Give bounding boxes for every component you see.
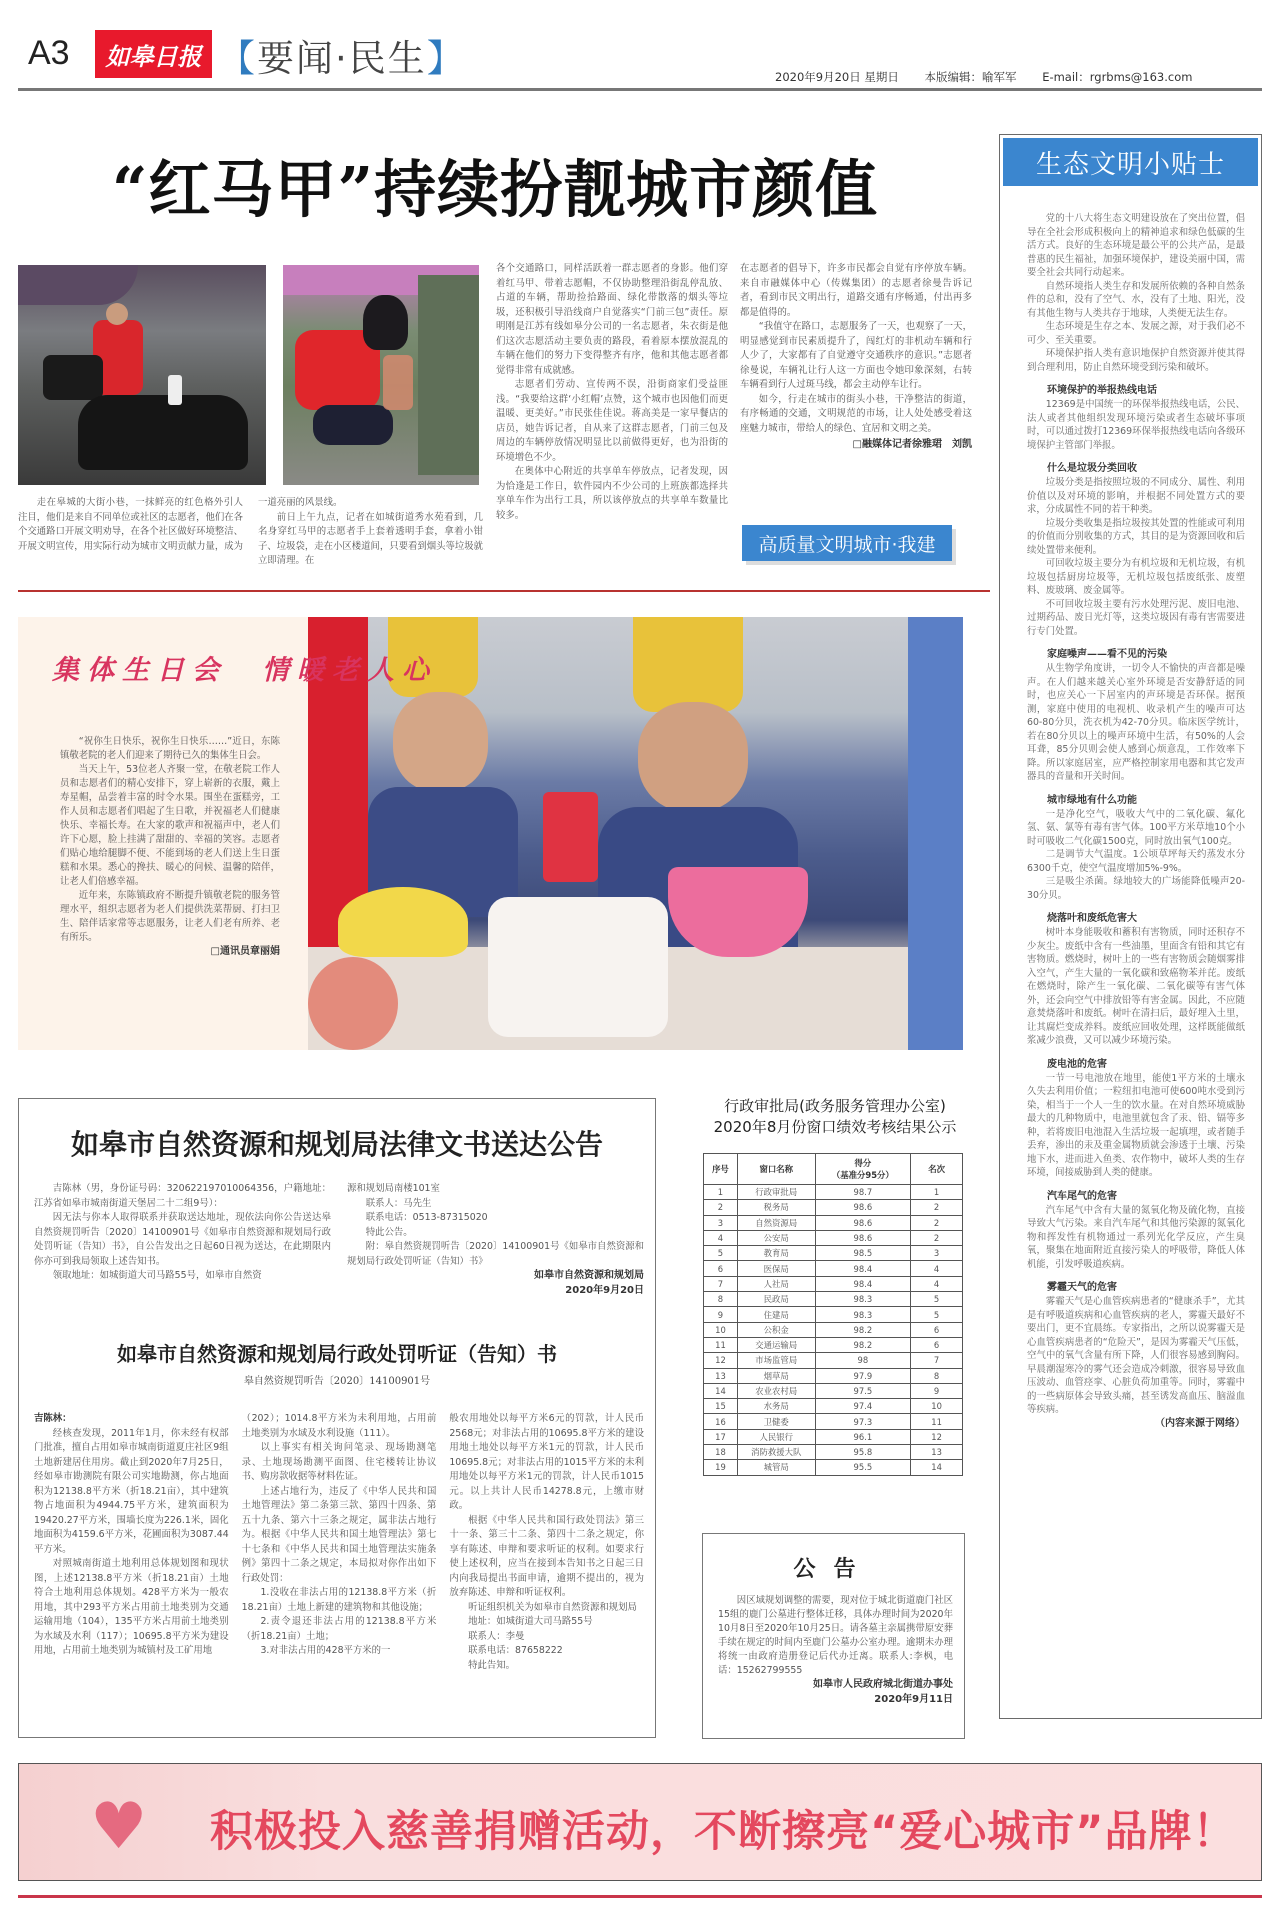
paragraph: 因区域规划调整的需要，现对位于城北街道鹿门社区15组的鹿门公墓进行整体迁移，具体办理时间为2020年10月8日至2020年10月25日。请各墓主亲属携带原安葬手续在规定的时间内至鹿门公墓办公室办理。逾期未办理将统一由政府造册登记后代办迁离。联系人:李枫，电话：15262799555 <box>718 1595 953 1676</box>
eco-tips-body <box>1027 212 1245 1431</box>
score: 95.5 <box>815 1460 911 1475</box>
byline: □通讯员章丽娟 <box>210 946 280 957</box>
paragraph: 自然环境指人类生存和发展所依赖的各种自然条件的总和，没有了空气、水，没有了土地、阳光，没有其他生物与人类共存于地球，人类便无法生存。 <box>1027 280 1245 319</box>
tip-section <box>1027 648 1245 784</box>
tip-section <box>1027 1281 1245 1417</box>
window-name: 教育局 <box>737 1246 815 1261</box>
paragraph: 经核查发现，2011年1月，你未经有权部门批准，擅自占用如皋市城南街道夏庄社区9组土地新建居住用房。截止到2020年7月25日，经如皋市勘测院有限公司实地勘测，你占地面积为12138.8平方米（折18.21亩），其中建筑物占地面积为4944.75平方米，建筑面积为19420.27平方米，围墙长度为226.1米，固化地面积为4159.6平方米，花圃面积为3087.44平方米。 <box>34 1427 229 1555</box>
penalty-item: 1.没收在非法占用的12138.8平方米（折18.21亩）土地上新建的建筑物和其他设施； <box>241 1587 437 1613</box>
tip-heading: 家庭噪声——看不见的污染 <box>1047 649 1167 660</box>
paragraph: 对照城南街道土地利用总体规划图和现状图，上述12138.8平方米（折18.21亩）土地符合土地利用总体规划。428平方米为一般农用地，其中293平方米占用前土地类别为交通运输用地（104），135平方米占用前土地类别为水域及水利（117）；10695.8平方米为建设用地，占用前土地类别为城镇村及工矿用地 <box>34 1558 229 1656</box>
row-index: 12 <box>704 1353 738 1368</box>
paragraph: 领取地址：如城街道大司马路55号，如皋市自然资 <box>52 1270 262 1281</box>
content-source: （内容来源于网络） <box>1155 1417 1245 1429</box>
table-row <box>704 1368 963 1383</box>
window-name: 住建局 <box>737 1307 815 1322</box>
paragraph: 走在皋城的大街小巷，一抹鲜亮的红色格外引人注目，他们是来自不同单位或社区的志愿者，他们在各个交通路口开展文明劝导，在各个社区做好环境整洁、开展文明宣传，用实际行动为城市文明贡献力量，成为 <box>18 497 244 552</box>
row-index: 16 <box>704 1414 738 1429</box>
paragraph: 近年来，东陈镇政府不断提升镇敬老院的服务管理水平，组织志愿者为老人们提供洗菜帮厨、打扫卫生、陪伴话家常等志愿服务，让老人们老有所养、老有所乐。 <box>60 890 280 943</box>
table-row <box>704 1383 963 1398</box>
rank: 2 <box>911 1200 963 1215</box>
paragraph: 一是净化空气，吸收大气中的二氧化碳、氟化氢、氨、氯等有毒有害气体。100平方米草地10个小时可吸收二气化碳1500克，同时放出氧气100克。 <box>1027 808 1245 847</box>
table-title <box>690 1096 980 1138</box>
paragraph: 因无法与你本人取得联系并获取送达地址，现依法向你公告送达皋自然资规罚听告〔2020〕14100901号《如皋市自然资源和规划局行政处罚听证（告知）书》，自公告发出之日起60日视为送达，在此期限内你亦可到我局领取上述告知书。 <box>34 1212 331 1267</box>
tip-heading: 环境保护的举报热线电话 <box>1047 385 1157 396</box>
paragraph: 三是吸尘杀菌。绿地较大的广场能降低噪声20-30分贝。 <box>1027 876 1245 901</box>
paragraph: 吉陈林（男，身份证号码：320622197010064356，户籍地址：江苏省如皋市城南街道天堡居二十二组9号）： <box>34 1183 331 1209</box>
banner-slogan: 积极投入慈善捐赠活动，不断擦亮“爱心城市”品牌！ <box>210 1807 1237 1857</box>
row-index: 17 <box>704 1429 738 1444</box>
campaign-badge: 高质量文明城市·我建 <box>742 525 952 561</box>
row-index: 1 <box>704 1185 738 1200</box>
rank: 2 <box>911 1215 963 1230</box>
address: 地址：如城街道大司马路55号 <box>468 1616 593 1627</box>
paragraph: 12369是中国统一的环保举报热线电话，公民、法人或者其他组织发现环境污染或者生态破坏事项时，可以通过拨打12369环保举报热线电话向各级环境保护主管部门举报。 <box>1027 399 1245 451</box>
row-index: 15 <box>704 1399 738 1414</box>
score: 98.2 <box>815 1337 911 1352</box>
paragraph: 特此公告。 <box>365 1226 413 1238</box>
score: 97.4 <box>815 1399 911 1414</box>
row-index: 10 <box>704 1322 738 1337</box>
paragraph: 般农用地处以每平方米6元的罚款，计人民币2568元；对非法占用的10695.8平方米的建设用地土地处以每平方米1元的罚款，计人民币10695.8元；对非法占用的1015平方米的未利用地处以每平方米1元的罚款，计人民币1015元。以上共计人民币14278.8元，上缴市财政。 <box>449 1413 645 1511</box>
window-name: 人民银行 <box>737 1429 815 1444</box>
tip-section <box>1027 912 1245 1048</box>
row-index: 8 <box>704 1292 738 1307</box>
volunteer-photo-scooter <box>18 265 266 485</box>
tip-section <box>1027 1058 1245 1180</box>
paragraph: 如今，行走在城市的街头小巷，干净整洁的街道，有序畅通的交通，文明规范的市场，让人处处感受着这座魅力城市，带给人的绿色、宜居和文明之美。 <box>740 393 972 434</box>
row-index: 13 <box>704 1368 738 1383</box>
window-name: 消防救援大队 <box>737 1445 815 1460</box>
penalty-item: 3.对非法占用的428平方米的一 <box>260 1645 391 1656</box>
row-index: 4 <box>704 1230 738 1245</box>
table-row <box>704 1185 963 1200</box>
performance-table <box>703 1153 963 1476</box>
window-name: 行政审批局 <box>737 1185 815 1200</box>
row-index: 18 <box>704 1445 738 1460</box>
table-row <box>704 1215 963 1230</box>
tip-heading: 雾霾天气的危害 <box>1047 1282 1117 1293</box>
paragraph: 前日上午九点，记者在如城街道秀水苑看到，几名身穿红马甲的志愿者手上套着透明手套，拿着小钳子、垃圾袋，走在小区楼道间，只要看到烟头等垃圾就立即清理。在 <box>258 511 484 566</box>
table-row <box>704 1399 963 1414</box>
paragraph: 当天上午，53位老人齐聚一堂，在敬老院工作人员和志愿者们的精心安排下，穿上崭新的衣服，戴上寿星帽，品尝着丰富的时令水果。围坐在蛋糕旁，工作人员和志愿者们唱起了生日歌，并祝福老人们健康快乐、幸福长寿。在大家的歌声和祝福声中，老人们许下心愿，脸上挂满了甜甜的、幸福的笑容。志愿者们贴心地给腿脚不便、不能到场的老人们送上生日蛋糕和水果。悉心的搀扶、暖心的问候、温馨的陪伴，让老人们倍感幸福。 <box>60 764 280 887</box>
rank: 5 <box>911 1307 963 1322</box>
rank: 4 <box>911 1276 963 1291</box>
table-row <box>704 1337 963 1352</box>
contact-person: 联系人：李曼 <box>468 1630 525 1642</box>
bracket-right: 】 <box>426 37 466 80</box>
table-row <box>704 1445 963 1460</box>
notice-signer: 如皋市人民政府城北街道办事处 <box>813 1679 953 1690</box>
table-row <box>704 1460 963 1475</box>
paragraph: 汽车尾气中含有大量的氮氧化物及硫化物，直接导致大气污染。来自汽车尾气和其他污染源的氮氧化物和挥发性有机物通过一系列光化学反应，产生臭氧，聚集在地面附近直接污染人的呼吸带，降低人体机能，引发呼吸道疾病。 <box>1027 1204 1245 1270</box>
paragraph: 源和规划局南楼101室 <box>347 1183 440 1194</box>
paragraph: 从生物学角度讲，一切令人不愉快的声音都是噪声。在人们越来越关心室外环境是否安静舒适的同时，也应关心一下居室内的声环境是否环保。据预测，家庭中使用的电视机、收录机产生的噪声可达60-80分贝，洗衣机为42-70分贝。临床医学统计，若在80分贝以上的噪声环境中生活，有50%的人会耳聋，85分贝则会使人感到心烦意乱，工作效率下降。所以家庭居室，应严格控制家用电器和其它发声器具的音量和开关时间。 <box>1027 663 1245 782</box>
contact-phone: 联系电话：0513-87315020 <box>365 1212 488 1223</box>
column-header-index: 序号 <box>704 1154 738 1185</box>
score: 98.3 <box>815 1292 911 1307</box>
tip-heading: 废电池的危害 <box>1047 1058 1107 1070</box>
table-row <box>704 1353 963 1368</box>
article-column-3 <box>496 262 728 523</box>
score-label: 得分 <box>854 1158 872 1168</box>
column-header-rank: 名次 <box>911 1154 963 1185</box>
paragraph: 听证组织机关为如皋市自然资源和规划局 <box>468 1601 637 1613</box>
paragraph: 雾霾天气是心血管疾病患者的“健康杀手”，尤其是有呼吸道疾病和心血管疾病的老人，雾霾天最好不要出门，更不宜晨练。专家指出，之所以说雾霾天是心血管疾病患者的“危险天”，是因为雾霾天气压低，空气中的氧气含量有所下降，人们很容易感到胸闷。早晨潮湿寒冷的雾气还会造成冷刺激，很容易导致血压波动、血管痉挛、心脏负荷加重等。同时，雾霾中的一些病原体会导致头痛，甚至诱发高血压、脑溢血等疾病。 <box>1027 1296 1245 1415</box>
score: 98.6 <box>815 1230 911 1245</box>
window-name: 公积金 <box>737 1322 815 1337</box>
contact-person: 联系人：马先生 <box>365 1197 432 1209</box>
paragraph: 上述占地行为，违反了《中华人民共和国土地管理法》第二条第三款、第四十四条、第五十九条、第六十三条之规定，属非法占地行为。根据《中华人民共和国土地管理法》第七十七条和《中华人民共和国土地管理法实施条例》第四十二条之规定，本局拟对你作出如下行政处罚： <box>241 1485 437 1584</box>
hearing-notice-title: 如皋市自然资源和规划局行政处罚听证（告知）书 <box>117 1342 557 1366</box>
paragraph: （202）；1014.8平方米为未利用地，占用前土地类别为水域及水利设施（111）。 <box>241 1413 437 1439</box>
column-header-window: 窗口名称 <box>737 1154 815 1185</box>
score: 98.4 <box>815 1276 911 1291</box>
row-index: 6 <box>704 1261 738 1276</box>
hearing-notice-body <box>34 1412 644 1673</box>
window-name: 城管局 <box>737 1460 815 1475</box>
row-index: 14 <box>704 1383 738 1398</box>
rank: 14 <box>911 1460 963 1475</box>
relocation-notice-body <box>718 1594 953 1707</box>
window-name: 民政局 <box>737 1292 815 1307</box>
article-column-2 <box>258 496 483 569</box>
paragraph: 各个交通路口，同样活跃着一群志愿者的身影。他们穿着红马甲、带着志愿帽，不仅协助整理沿街乱停乱放、占道的车辆，帮助捡拾路面、绿化带散落的烟头等垃圾，还积极引导沿线商户自觉落实“门前三包”责任。原明刚是江苏有线如皋分公司的一名志愿者，朱衣街是他们这次志愿活动主要负责的路段，看着原本摆放混乱的车辆在他们的努力下变得整齐有序，他和其他志愿者都觉得非常有成就感。 <box>496 263 728 376</box>
paragraph: “我值守在路口，志愿服务了一天，也观察了一天，明显感觉到市民素质提升了，闯红灯的非机动车辆和行人少了，大家都有了自觉遵守交通秩序的意识。”志愿者徐曼说，车辆礼让行人这一方面也令她印象深刻，右转车辆看到行人过斑马线，都会主动停车让行。 <box>740 321 972 390</box>
tip-section <box>1027 794 1245 903</box>
paragraph: 在志愿者的倡导下，许多市民都会自觉有序停放车辆。来自市融媒体中心（传媒集团）的志愿者徐曼告诉记者，看到市民文明出行，道路交通有序畅通，付出再多都是值得的。 <box>740 263 972 318</box>
eco-tips-title: 生态文明小贴士 <box>1003 138 1258 186</box>
page-number: A3 <box>28 34 70 72</box>
table-row <box>704 1276 963 1291</box>
window-name: 市场监管局 <box>737 1353 815 1368</box>
score: 97.3 <box>815 1414 911 1429</box>
rank: 8 <box>911 1368 963 1383</box>
paragraph: 一道亮丽的风景线。 <box>258 497 343 508</box>
newspaper-logo: 如皋日报 <box>95 30 212 78</box>
birthday-article-title: 集体生日会 情暖老人心 <box>52 655 437 686</box>
footer-divider <box>18 1895 1262 1898</box>
tip-section <box>1027 1190 1245 1272</box>
notice-date: 2020年9月11日 <box>874 1693 953 1705</box>
row-index: 7 <box>704 1276 738 1291</box>
paragraph: 垃圾分类收集是指垃圾按其处置的性能或可利用的价值而分别收集的方式，其目的是为资源回收和后续处置带来便利。 <box>1027 517 1245 556</box>
window-name: 水务局 <box>737 1399 815 1414</box>
paragraph: 不可回收垃圾主要有污水处理污泥、废旧电池、过期药品、废日光灯等，这类垃圾因有毒有害需要进行专门处置。 <box>1027 598 1245 637</box>
table-row <box>704 1200 963 1215</box>
row-index: 3 <box>704 1215 738 1230</box>
rank: 7 <box>911 1353 963 1368</box>
score: 97.5 <box>815 1383 911 1398</box>
hearing-doc-number: 皋自然资规罚听告〔2020〕14100901号 <box>243 1376 431 1387</box>
header-meta <box>775 69 1214 85</box>
score: 96.1 <box>815 1429 911 1444</box>
tip-section <box>1027 384 1245 452</box>
score: 98.6 <box>815 1215 911 1230</box>
rank: 13 <box>911 1445 963 1460</box>
legal-notice-title: 如皋市自然资源和规划局法律文书送达公告 <box>70 1128 603 1161</box>
table-row <box>704 1246 963 1261</box>
paragraph: 环境保护指人类有意识地保护自然资源并使其得到合理利用，防止自然环境受到污染和破坏。 <box>1027 348 1245 373</box>
table-row <box>704 1261 963 1276</box>
score: 97.9 <box>815 1368 911 1383</box>
table-row <box>704 1414 963 1429</box>
rank: 9 <box>911 1383 963 1398</box>
table-row <box>704 1322 963 1337</box>
paragraph: 以上事实有相关询问笔录、现场勘测笔录、土地现场勘测平面图、住宅楼转让协议书、购房款收据等材料佐证。 <box>241 1442 437 1482</box>
article-column-4 <box>740 262 972 453</box>
window-name: 公安局 <box>737 1230 815 1245</box>
tip-heading: 什么是垃圾分类回收 <box>1047 463 1137 474</box>
score: 98 <box>815 1353 911 1368</box>
score: 98.6 <box>815 1200 911 1215</box>
notice-signer: 如皋市自然资源和规划局 <box>534 1270 644 1281</box>
rank: 2 <box>911 1230 963 1245</box>
section-title <box>218 28 466 82</box>
row-index: 11 <box>704 1337 738 1352</box>
window-name: 烟草局 <box>737 1368 815 1383</box>
birthday-article-body <box>60 735 280 960</box>
paragraph: 二是调节大气温度。1公顷草坪每天约蒸发水分6300千克，使空气温度增加5%-9%。 <box>1027 849 1245 874</box>
window-name: 卫健委 <box>737 1414 815 1429</box>
paragraph: 垃圾分类是指按照垃圾的不同成分、属性、利用价值以及对环境的影响，并根据不同处置方式的要求，分成属性不同的若干种类。 <box>1027 477 1245 515</box>
score: 98.4 <box>815 1261 911 1276</box>
byline: □融媒体记者徐雅珺 刘凯 <box>852 439 972 450</box>
paragraph: 根据《中华人民共和国行政处罚法》第三十一条、第三十二条、第四十二条之规定，你享有陈述、申辩和要求听证的权利。如要求行使上述权利，应当在接到本告知书之日起三日内向我局提出书面申请，逾期不提出的，视为放弃陈述、申辩和听证权利。 <box>449 1514 645 1598</box>
window-name: 税务局 <box>737 1200 815 1215</box>
bracket-left: 【 <box>218 37 257 80</box>
paragraph: 在奥体中心附近的共享单车停放点，记者发现，因为恰逢是工作日，软件园内不少公司的上班族都选择共享单车作为出行工具，所以该停放点的共享单车数量比较多。 <box>496 466 728 521</box>
heart-hands-icon: ♥ <box>90 1790 148 1864</box>
row-index: 2 <box>704 1200 738 1215</box>
score: 98.3 <box>815 1307 911 1322</box>
table-title-line-1: 行政审批局(政务服务管理办公室) <box>724 1097 946 1115</box>
row-index: 9 <box>704 1307 738 1322</box>
score-basis: （基准分95分） <box>831 1170 894 1180</box>
rank: 10 <box>911 1399 963 1414</box>
tip-section <box>1027 462 1245 638</box>
paragraph: 树叶本身能吸收和蓄积有害物质，同时还积存不少灰尘。废纸中含有一些油墨，里面含有铅和其它有害物质。燃烧时，树叶上的一些有害物质会随烟雾排入空气，产生大量的一氧化碳和致癌物苯并芘。废纸在燃烧时，除产生一氧化碳、二氧化碳等有害气体外，还会向空气中排放铅等有害金属。因此，不应随意焚烧落叶和废纸。树叶在清扫后，最好埋入土里，让其腐烂变成养料。废纸应回收处理，这样既能做纸浆减少浪费，又可以减少环境污染。 <box>1027 927 1245 1046</box>
tip-heading: 烧落叶和废纸危害大 <box>1047 913 1137 924</box>
section-name: 要闻·民生 <box>257 37 427 80</box>
tip-heading: 汽车尾气的危害 <box>1047 1190 1117 1202</box>
rank: 12 <box>911 1429 963 1444</box>
table-title-line-2: 2020年8月份窗口绩效考核结果公示 <box>713 1118 957 1136</box>
rank: 5 <box>911 1292 963 1307</box>
score: 98.7 <box>815 1185 911 1200</box>
rank: 1 <box>911 1185 963 1200</box>
lead-headline: “红马甲”持续扮靓城市颜值 <box>111 153 879 226</box>
paragraph: 党的十八大将生态文明建设放在了突出位置，倡导在全社会形成积极向上的精神追求和绿色低碳的生活方式。良好的生态环境是最公平的公共产品，是最普惠的民生福祉，加强环境保护，建设美丽中国，需要全社会共同行动起来。 <box>1027 213 1245 278</box>
row-index: 5 <box>704 1246 738 1261</box>
section-divider <box>18 590 990 592</box>
salutation: 吉陈林： <box>34 1413 72 1424</box>
attachment-note: 附：皋自然资规罚听告〔2020〕14100901号《如皋市自然资源和规划局行政处罚听证（告知）书》 <box>347 1241 644 1267</box>
paragraph: 可回收垃圾主要分为有机垃圾和无机垃圾，有机垃圾包括厨房垃圾等，无机垃圾包括废纸张、废塑料、废玻璃、废金属等。 <box>1027 558 1245 596</box>
contact-phone: 联系电话：87658222 <box>468 1645 563 1656</box>
paragraph: 一节一号电池放在地里，能使1平方米的土壤永久失去利用价值；一粒纽扣电池可使600吨水受到污染，相当于一个人一生的饮水量。在对自然环境威胁最大的几种物质中，电池里就包含了汞、铅、镉等多种，若将废旧电池混入生活垃圾一起填埋，或者随手丢弃，渗出的汞及重金属物质就会渗透于土壤、污染地下水，进而进入鱼类、农作物中，破坏人类的生存环境，间接威胁到人类的健康。 <box>1027 1072 1245 1178</box>
window-name: 交通运输局 <box>737 1337 815 1352</box>
contact-email[interactable]: E-mail：rgrbms@163.com <box>1042 70 1193 84</box>
row-index: 19 <box>704 1460 738 1475</box>
score: 98.5 <box>815 1246 911 1261</box>
rank: 3 <box>911 1246 963 1261</box>
rank: 4 <box>911 1261 963 1276</box>
window-name: 农业农村局 <box>737 1383 815 1398</box>
window-name: 自然资源局 <box>737 1215 815 1230</box>
notice-date: 2020年9月20日 <box>565 1284 644 1296</box>
window-name: 医保局 <box>737 1261 815 1276</box>
rank: 6 <box>911 1337 963 1352</box>
header-divider <box>18 88 1262 91</box>
score: 95.8 <box>815 1445 911 1460</box>
column-header-score <box>815 1154 911 1185</box>
window-name: 人社局 <box>737 1276 815 1291</box>
volunteer-photo-cleaning <box>283 265 479 485</box>
paragraph: 生态环境是生存之本、发展之源，对于我们必不可少、至关重要。 <box>1027 321 1245 346</box>
legal-notice-body <box>34 1182 644 1298</box>
table-row <box>704 1429 963 1444</box>
rank: 6 <box>911 1322 963 1337</box>
editor: 本版编辑：喻军军 <box>924 70 1017 84</box>
table-row <box>704 1292 963 1307</box>
paragraph: 志愿者们劳动、宣传两不误，沿街商家们受益匪浅。“我要给这群‘小红帽’点赞，这个城市也因他们而更温暖、更美好。”市民张佳佳说。蒋高美是一家早餐店的店员，她告诉记者，自从来了这群志愿者，门前三包及周边的车辆停放情况明显比以前做得更好，也为沿街的环境增色不少。 <box>496 379 728 463</box>
tip-heading: 城市绿地有什么功能 <box>1047 794 1137 806</box>
relocation-notice-title: 公告 <box>793 1557 874 1582</box>
issue-date: 2020年9月20日 星期日 <box>775 70 899 84</box>
table-header-row <box>704 1154 963 1185</box>
score: 98.2 <box>815 1322 911 1337</box>
rank: 11 <box>911 1414 963 1429</box>
penalty-item: 2.责令退还非法占用的12138.8平方米（折18.21亩）土地； <box>241 1616 437 1642</box>
table-row <box>704 1307 963 1322</box>
paragraph: 特此告知。 <box>468 1659 516 1671</box>
article-column-1 <box>18 496 243 554</box>
table-row <box>704 1230 963 1245</box>
paragraph: “祝你生日快乐，祝你生日快乐……”近日，东陈镇敬老院的老人们迎来了期待已久的集体生日会。 <box>60 736 280 761</box>
